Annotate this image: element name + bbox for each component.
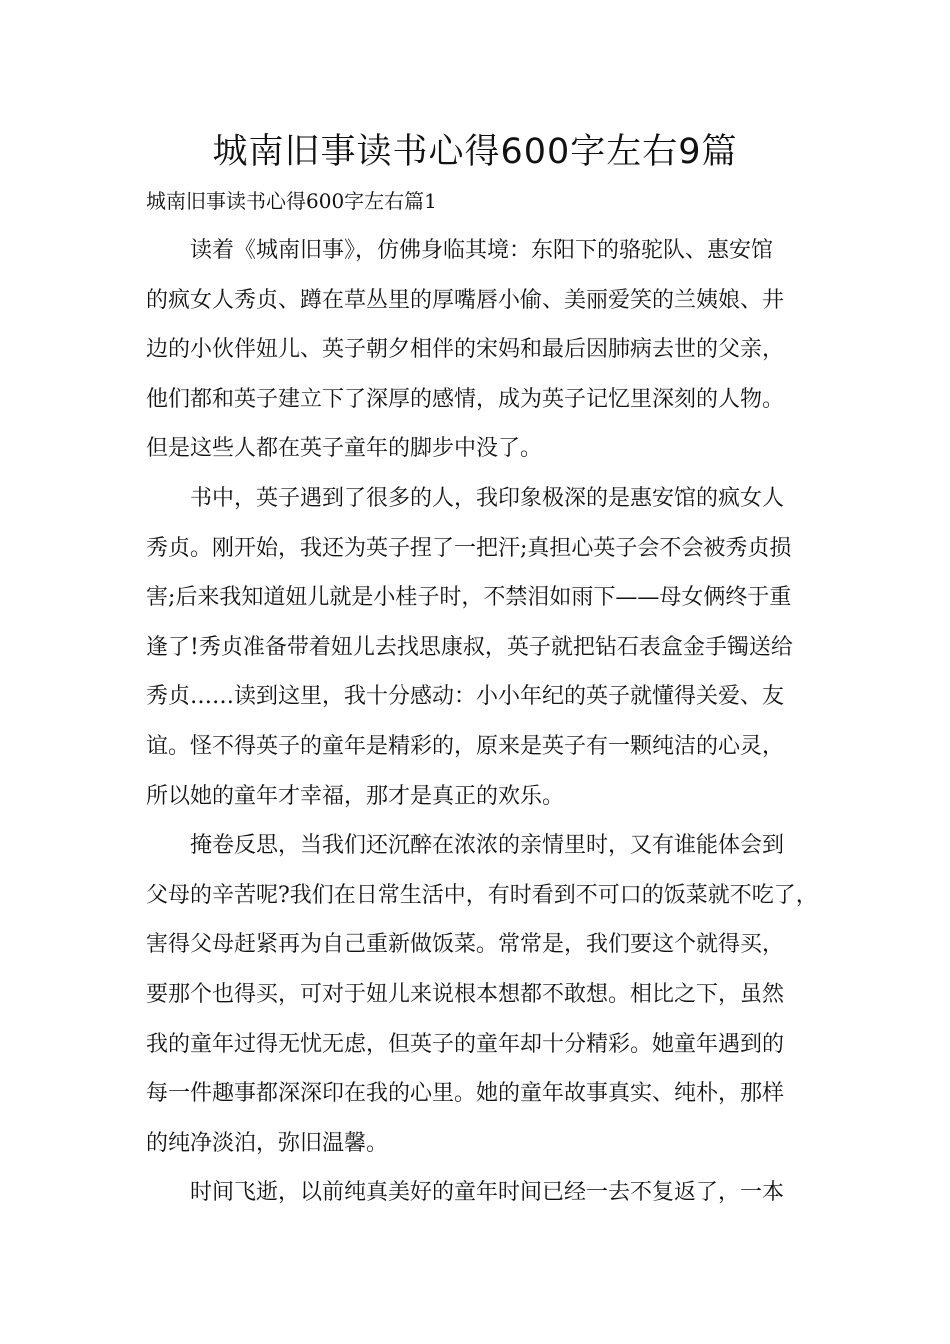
text-line: 逢了!秀贞准备带着妞儿去找思康叔，英子就把钻石表盒金手镯送给 bbox=[146, 634, 793, 660]
text-line: 每一件趣事都深深印在我的心里。她的童年故事真实、纯朴，那样 bbox=[146, 1081, 785, 1107]
section-heading: 城南旧事读书心得600字左右篇1 bbox=[146, 189, 437, 213]
text-line: 要那个也得买，可对于妞儿来说根本想都不敢想。相比之下，虽然 bbox=[146, 981, 785, 1007]
text-line: 谊。怪不得英子的童年是精彩的，原来是英子有一颗纯洁的心灵， bbox=[146, 733, 785, 759]
text-line: 他们都和英子建立下了深厚的感情，成为英子记忆里深刻的人物。 bbox=[146, 386, 785, 412]
text-line: 父母的辛苦呢?我们在日常生活中，有时看到不可口的饭菜就不吃了， bbox=[146, 882, 818, 908]
paragraph-3 bbox=[146, 821, 826, 1168]
text-line: 我的童年过得无忧无虑，但英子的童年却十分精彩。她童年遇到的 bbox=[146, 1031, 785, 1057]
text-line: 书中，英子遇到了很多的人，我印象极深的是惠安馆的疯女人 bbox=[190, 485, 785, 511]
paragraph-4 bbox=[146, 1168, 826, 1218]
text-line: 的疯女人秀贞、蹲在草丛里的厚嘴唇小偷、美丽爱笑的兰姨娘、井 bbox=[146, 287, 785, 313]
text-line: 所以她的童年才幸福，那才是真正的欢乐。 bbox=[146, 783, 565, 809]
text-line: 读着《城南旧事》，仿佛身临其境：东阳下的骆驼队、惠安馆 bbox=[190, 238, 774, 263]
text-line: 时间飞逝，以前纯真美好的童年时间已经一去不复返了，一本 bbox=[190, 1180, 785, 1206]
text-line: 秀贞。刚开始，我还为英子捏了一把汗;真担心英子会不会被秀贞损 bbox=[146, 535, 792, 561]
paragraph-2 bbox=[146, 474, 826, 821]
document-title: 城南旧事读书心得600字左右9篇 bbox=[212, 132, 738, 172]
text-line: 害得父母赶紧再为自己重新做饭菜。常常是，我们要这个就得买， bbox=[146, 932, 785, 958]
text-line: 边的小伙伴妞儿、英子朝夕相伴的宋妈和最后因肺病去世的父亲， bbox=[146, 337, 785, 363]
text-line: 秀贞……读到这里，我十分感动：小小年纪的英子就懂得关爱、友 bbox=[146, 684, 785, 710]
text-line: 掩卷反思，当我们还沉醉在浓浓的亲情里时，又有谁能体会到 bbox=[190, 833, 785, 859]
text-line: 的纯净淡泊，弥旧温馨。 bbox=[146, 1130, 389, 1156]
document-body bbox=[146, 226, 826, 1218]
paragraph-1 bbox=[146, 226, 826, 474]
text-line: 害;后来我知道妞儿就是小桂子时，不禁泪如雨下——母女俩终于重 bbox=[146, 585, 792, 611]
text-line: 但是这些人都在英子童年的脚步中没了。 bbox=[146, 436, 543, 462]
